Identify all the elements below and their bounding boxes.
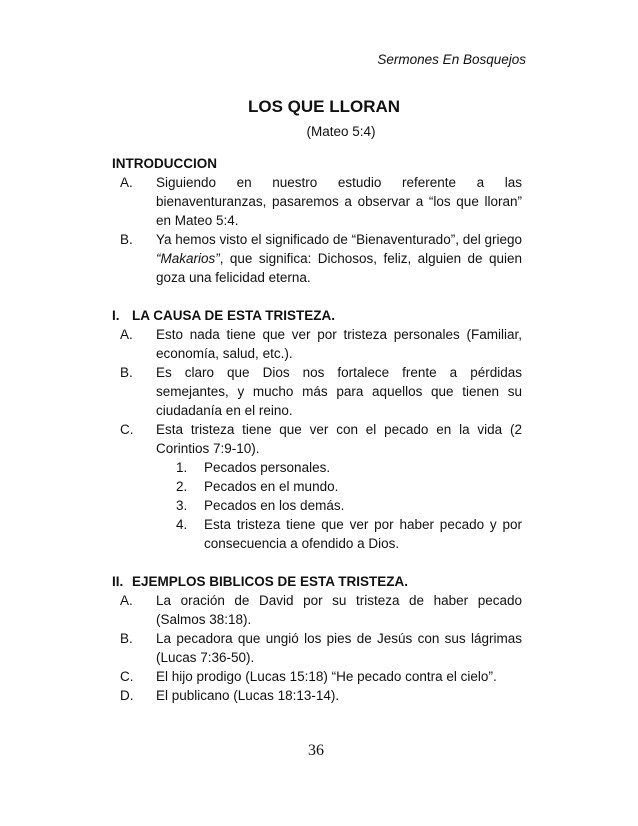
subitem-marker: 2. xyxy=(176,479,188,494)
section-title: LA CAUSA DE ESTA TRISTEZA. xyxy=(132,308,336,323)
outline-subitem xyxy=(156,515,522,553)
item-marker: B. xyxy=(120,631,133,646)
item-text: El publicano (Lucas 18:13-14). xyxy=(156,688,340,703)
outline-item xyxy=(112,686,522,705)
item-text: Siguiendo en nuestro estudio referente a las bienaventuranzas, pasaremos a observar a “los que lloran” en Mateo 5:4. xyxy=(156,175,522,228)
item-text xyxy=(156,230,522,287)
subitem-text: Pecados personales. xyxy=(204,460,331,475)
item-marker: A. xyxy=(120,327,133,342)
outline-item xyxy=(112,420,522,458)
item-marker: C. xyxy=(120,669,134,684)
page-number-text: 36 xyxy=(308,742,324,759)
section-1 xyxy=(112,306,522,553)
subitem-marker: 3. xyxy=(176,498,188,513)
outline-item xyxy=(112,629,522,667)
item-text: Es claro que Dios nos fortalece frente a pérdidas semejantes, y mucho más para aquellos que tienen su ciudadanía en el reino. xyxy=(156,365,522,418)
subitem-text: Pecados en los demás. xyxy=(204,498,345,513)
intro-section xyxy=(112,154,522,287)
section-number: II. xyxy=(112,574,124,589)
item-marker: C. xyxy=(120,422,134,437)
outline-subitem xyxy=(156,477,522,496)
outline-item xyxy=(112,591,522,629)
item-text: El hijo prodigo (Lucas 15:18) “He pecado contra el cielo”. xyxy=(156,669,497,684)
outline-item xyxy=(112,325,522,363)
intro-heading: INTRODUCCION xyxy=(112,156,217,171)
item-text-italic: “Makarios” xyxy=(156,251,220,266)
subitem-marker: 1. xyxy=(176,460,188,475)
item-marker: D. xyxy=(120,688,134,703)
outline-item xyxy=(112,667,522,686)
running-header: Sermones En Bosquejos xyxy=(377,52,526,67)
item-marker: B. xyxy=(120,365,133,380)
item-marker: A. xyxy=(120,593,133,608)
item-text: Esta tristeza tiene que ver con el pecado en la vida (2 Corintios 7:9-10). xyxy=(156,422,522,456)
outline-body xyxy=(112,154,522,705)
outline-item xyxy=(112,230,522,287)
section-title: EJEMPLOS BIBLICOS DE ESTA TRISTEZA. xyxy=(132,574,409,589)
subitem-marker: 4. xyxy=(176,517,188,532)
outline-item xyxy=(112,363,522,420)
page-number xyxy=(0,742,638,760)
item-text: La pecadora que ungió los pies de Jesús con sus lágrimas (Lucas 7:36-50). xyxy=(156,631,522,665)
sermon-title-text: LOS QUE LLORAN xyxy=(247,97,401,116)
item-text: Esto nada tiene que ver por tristeza personales (Familiar, economía, salud, etc.). xyxy=(156,327,522,361)
item-marker: B. xyxy=(120,232,133,247)
scripture-reference xyxy=(0,124,638,139)
section-2-heading xyxy=(112,572,522,591)
section-1-heading xyxy=(112,306,522,325)
sermon-title xyxy=(0,97,638,117)
item-text: La oración de David por su tristeza de haber pecado (Salmos 38:18). xyxy=(156,593,522,627)
outline-item xyxy=(112,173,522,230)
item-marker: A. xyxy=(120,175,133,190)
item-text-part: , que significa: Dichosos, feliz, alguien de quien goza una felicidad eterna. xyxy=(156,251,522,285)
subitem-text: Esta tristeza tiene que ver por haber pecado y por consecuencia a ofendido a Dios. xyxy=(204,517,522,551)
scripture-reference-text: (Mateo 5:4) xyxy=(306,124,376,139)
section-2 xyxy=(112,572,522,705)
outline-subitem xyxy=(156,458,522,477)
outline-subitem xyxy=(156,496,522,515)
section-number: I. xyxy=(112,308,120,323)
subitem-text: Pecados en el mundo. xyxy=(204,479,339,494)
item-text-part: Ya hemos visto el significado de “Bienaventurado”, del griego xyxy=(156,232,522,247)
